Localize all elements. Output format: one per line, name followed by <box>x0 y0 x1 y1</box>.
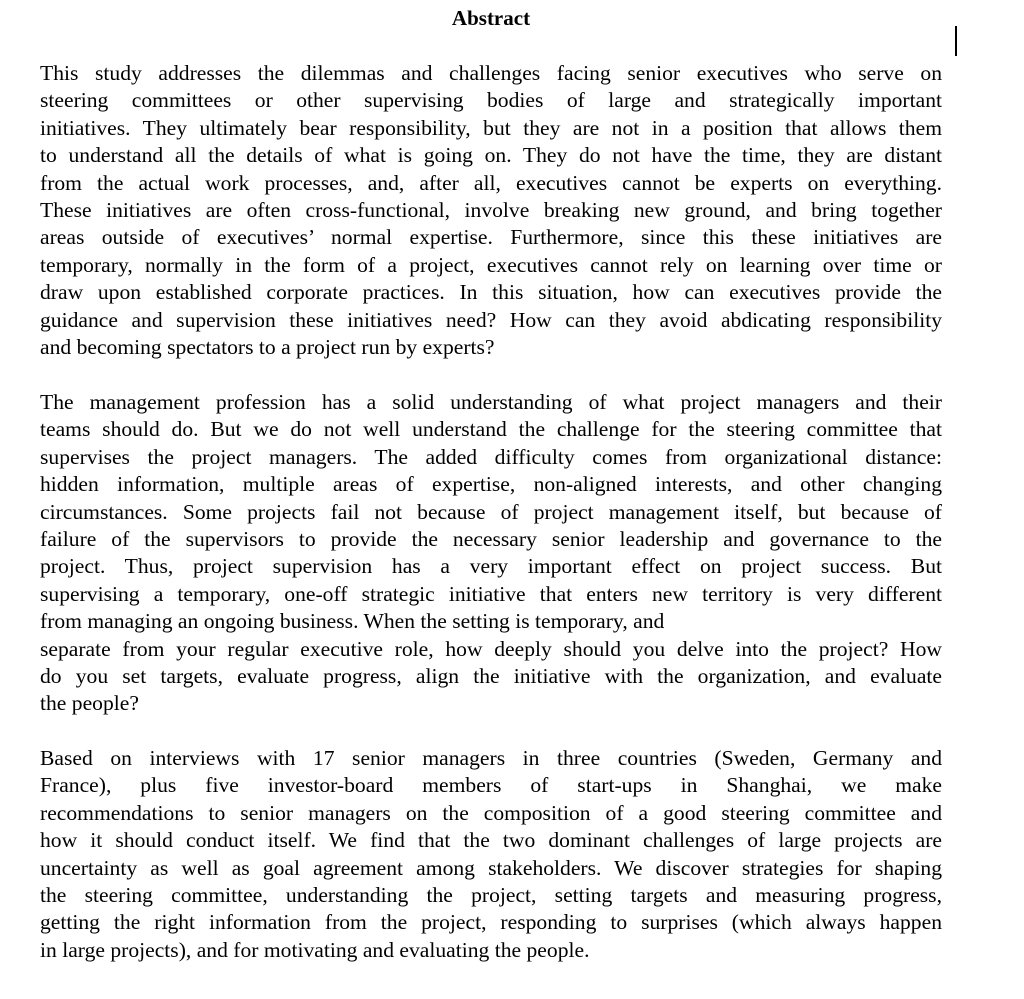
text-line: hidden information, multiple areas of expertise, non-aligned interests, and other changing <box>40 472 942 497</box>
text-line: temporary, normally in the form of a project, executives cannot rely on learning over time or <box>40 252 942 277</box>
text-line: These initiatives are often cross-functional, involve breaking new ground, and bring together <box>40 198 942 223</box>
abstract-paragraph-3 <box>40 745 942 964</box>
text-line: Based on interviews with 17 senior managers in three countries (Sweden, Germany and <box>40 746 942 770</box>
text-cursor <box>955 26 957 56</box>
text-line: failure of the supervisors to provide the necessary senior leadership and governance to the <box>40 527 942 552</box>
text-line: separate from your regular executive role, how deeply should you delve into the project? How <box>40 636 942 661</box>
text-line: in large projects), and for motivating and evaluating the people. <box>40 937 590 962</box>
text-line: France), plus five investor-board members of start-ups in Shanghai, we make <box>40 773 942 798</box>
text-line: supervising a temporary, one-off strategic initiative that enters new territory is very different <box>40 581 942 606</box>
abstract-heading: Abstract <box>451 6 531 30</box>
text-line: The management profession has a solid understanding of what project managers and their <box>40 390 942 414</box>
text-line: areas outside of executives’ normal expertise. Furthermore, since this these initiatives are <box>40 225 942 250</box>
text-line: the steering committee, understanding the project, setting targets and measuring progress, <box>40 883 942 908</box>
text-line: This study addresses the dilemmas and challenges facing senior executives who serve on <box>40 61 942 85</box>
abstract-paragraph-2 <box>40 389 942 718</box>
text-line: recommendations to senior managers on the composition of a good steering committee and <box>40 800 942 825</box>
text-line: and becoming spectators to a project run by experts? <box>40 335 495 360</box>
text-line: do you set targets, evaluate progress, align the initiative with the organization, and evaluate <box>40 664 942 689</box>
text-line: getting the right information from the project, responding to surprises (which always happen <box>40 910 942 935</box>
text-line: steering committees or other supervising bodies of large and strategically important <box>40 88 942 113</box>
text-line: guidance and supervision these initiatives need? How can they avoid abdicating responsibility <box>40 307 942 332</box>
text-line: from managing an ongoing business. When the setting is temporary, and <box>40 609 665 634</box>
text-line: circumstances. Some projects fail not because of project management itself, but because of <box>40 499 942 524</box>
text-line: initiatives. They ultimately bear responsibility, but they are not in a position that allows them <box>40 115 942 140</box>
text-line: to understand all the details of what is going on. They do not have the time, they are distant <box>40 143 942 168</box>
text-line: uncertainty as well as goal agreement among stakeholders. We discover strategies for shaping <box>40 855 942 880</box>
text-line: the people? <box>40 691 139 716</box>
text-line: teams should do. But we do not well understand the challenge for the steering committee that <box>40 417 942 442</box>
text-line: from the actual work processes, and, after all, executives cannot be experts on everything. <box>40 170 942 195</box>
text-line: how it should conduct itself. We find that the two dominant challenges of large projects are <box>40 828 942 853</box>
text-line: draw upon established corporate practices. In this situation, how can executives provide the <box>40 280 942 305</box>
text-line: supervises the project managers. The added difficulty comes from organizational distance: <box>40 444 942 469</box>
text-line: project. Thus, project supervision has a very important effect on project success. But <box>40 554 942 579</box>
abstract-paragraph-1 <box>40 60 942 361</box>
